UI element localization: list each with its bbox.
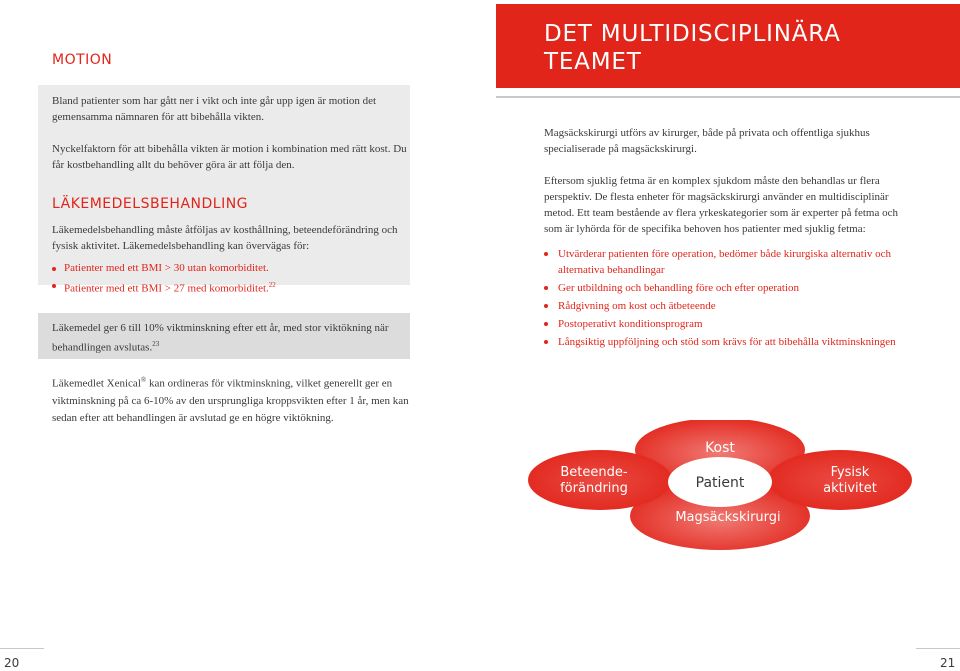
motion-heading: MOTION [52, 52, 113, 68]
diagram-label-top: Kost [705, 440, 735, 456]
page-number-left: 20 [4, 656, 20, 670]
diagram-petal-left [528, 450, 672, 510]
team-para-2: Eftersom sjuklig fetma är en komplex sjukdom måste den behandlas ur flera perspektiv. De flesta enheter för magsäckskirurgi använder en multidisciplinär metod. Ett team bestående av flera yrkeskategorier som är experter på fetma och som är lyhörda för de specifika behoven hos patienter med sjuklig fetma: [544, 175, 898, 235]
bullet-item: Ger utbildning och behandling före och efter operation [544, 280, 914, 296]
motion-text-1: Bland patienter som har gått ner i vikt och inte går upp igen är motion det gemensamma nämnaren för att bibehålla vikten. [52, 95, 377, 123]
team-para-1: Magsäckskirurgi utförs av kirurger, både på privata och offentliga sjukhus specialiserade på magsäckskirurgi. [544, 127, 870, 155]
diagram-label-left-2: förändring [560, 481, 628, 496]
bullet-item: Utvärderar patienten före operation, bedömer både kirurgiska alternativ och alternativa behandlingar [544, 246, 914, 278]
lakemedel-heading: LÄKEMEDELSBEHANDLING [52, 196, 249, 212]
diagram-label-center: Patient [695, 475, 745, 491]
team-bullets [544, 246, 914, 352]
team-diagram [520, 420, 920, 650]
footer-divider [0, 648, 44, 649]
bullet-item: Patienter med ett BMI > 30 utan komorbiditet. [52, 260, 276, 277]
footer-divider [916, 648, 960, 649]
title-divider [496, 96, 960, 98]
diagram-label-left-1: Beteende- [560, 465, 628, 480]
xenical-paragraph: Läkemedlet Xenical® kan ordineras för viktminskning, vilket generellt ger en viktminskning på ca 6-10% av den ursprungliga kroppsvikten efter 1 år, men kan sedan efter att behandlingen är avslutad ge en högre viktökning. [52, 376, 409, 424]
diagram-label-right-1: Fysisk [830, 465, 870, 480]
bullet-item: Patienter med ett BMI > 27 med komorbiditet.$^{22}$ [52, 277, 276, 298]
title-line-2: TEAMET [544, 49, 642, 75]
diagram-label-bottom: Magsäckskirurgi [675, 510, 781, 525]
diagram-petal-right [768, 450, 912, 510]
bullet-item: Långsiktig uppföljning och stöd som krävs för att bibehålla viktminskningen [544, 334, 914, 350]
bullet-item: Postoperativt konditionsprogram [544, 316, 914, 332]
bullet-item: Rådgivning om kost och ätbeteende [544, 298, 914, 314]
title-line-1: DET MULTIDISCIPLINÄRA [544, 21, 841, 47]
page-number-right: 21 [940, 656, 956, 670]
page-title [544, 20, 844, 76]
lakemedel-text: Läkemedelsbehandling måste åtföljas av kosthållning, beteendeförändring och fysisk aktivitet. Läkemedelsbehandling kan övervägas för: [52, 224, 398, 252]
motion-text-2: Nyckelfaktorn för att bibehålla vikten är motion i kombination med rätt kost. Du får kostbehandling allt du behöver göra är att följa den. [52, 143, 407, 171]
diagram-label-right-2: aktivitet [823, 481, 877, 496]
effect-text: Läkemedel ger 6 till 10% viktminskning efter ett år, med stor viktökning när behandlingen avslutas.$^{23}$ [52, 322, 389, 354]
lakemedel-bullets [52, 260, 276, 298]
